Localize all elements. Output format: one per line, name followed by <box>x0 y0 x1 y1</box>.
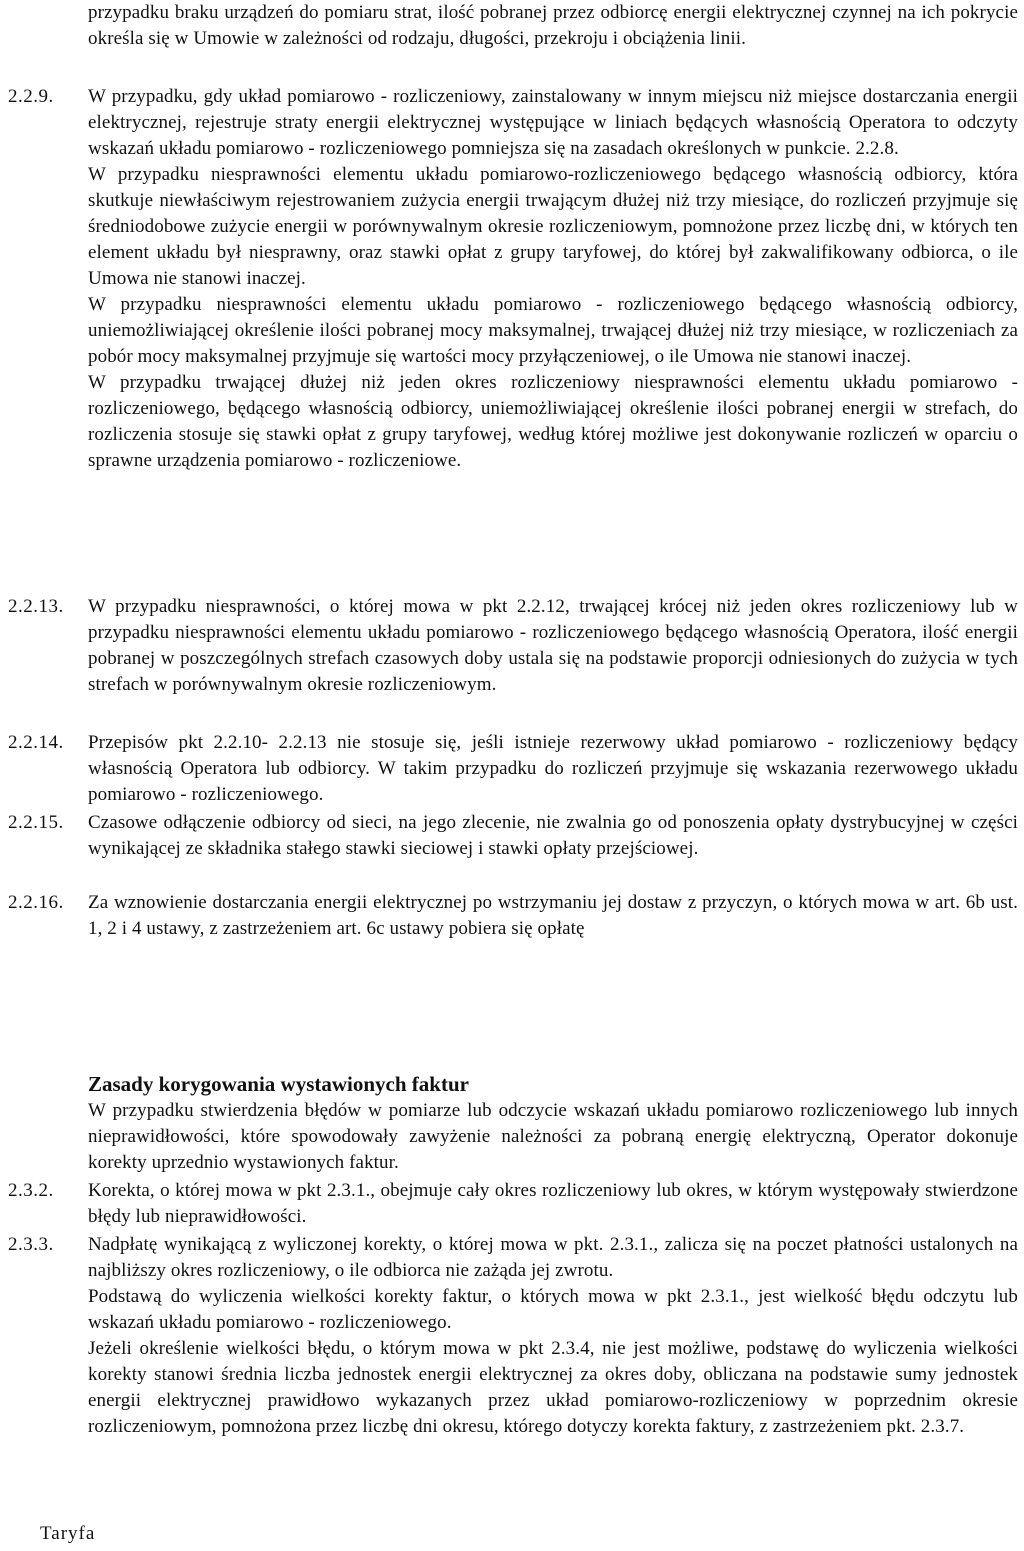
paragraph-text: W przypadku niesprawności elementu układu pomiarowo-rozliczeniowego będącego własnością odbiorcy, która skutkuje niewłaściwym rejestrowaniem zużycia energii trwającym dłużej niż trzy miesiące, do rozliczeń przyjmuje się średniodobowe zużycie energii w porównywalnym okresie rozliczeniowym, pomnożone przez liczbę dni, w których ten element układu był niesprawny, oraz stawki opłat z grupy taryfowej, do której był zakwalifikowany odbiorca, o ile Umowa nie stanowi inaczej. <box>88 164 1018 289</box>
paragraph-number: 2.2.9. <box>8 86 54 107</box>
paragraph-text: W przypadku stwierdzenia błędów w pomiarze lub odczycie wskazań układu pomiarowo rozliczeniowego lub innych nieprawidłowości, które spowodowały zawyżenie należności za pobraną energię elektryczną, Operator dokonuje korekty uprzednio wystawionych faktur. <box>88 1100 1018 1173</box>
footer-label: Taryfa <box>40 1523 96 1544</box>
paragraph-text: W przypadku niesprawności elementu układu pomiarowo - rozliczeniowego będącego własnością odbiorcy, uniemożliwiającej określenie ilości pobranej mocy maksymalnej, trwającej dłużej niż trzy miesiące, w rozliczeniach za pobór mocy maksymalnej przyjmuje się wartości mocy przyłączeniowej, o ile Umowa nie stanowi inaczej. <box>88 294 1018 367</box>
paragraph-number: 2.3.2. <box>8 1180 54 1201</box>
paragraph-loss-calculation <box>8 0 1018 52</box>
paragraph-text: Nadpłatę wynikającą z wyliczonej korekty, o której mowa w pkt. 2.3.1., zalicza się na poczet płatności ustalonych na najbliższy okres rozliczeniowy, o ile odbiorca nie zażąda jej zwrotu. <box>88 1234 1018 1281</box>
paragraph-2-2-15 <box>8 810 1018 862</box>
paragraph-text: Czasowe odłączenie odbiorcy od sieci, na jego zlecenie, nie zwalnia go od ponoszenia opłaty dystrybucyjnej w części wynikającej ze składnika stałego stawki sieciowej i stawki opłaty przejściowej. <box>88 812 1018 859</box>
paragraph-2-2-14 <box>8 730 1018 808</box>
paragraph-2-2-13 <box>8 594 1018 698</box>
paragraph-number: 2.3.3. <box>8 1234 54 1255</box>
paragraph-2-3-2 <box>8 1178 1018 1230</box>
paragraph-text: W przypadku, gdy układ pomiarowo - rozliczeniowy, zainstalowany w innym miejscu niż miejsce dostarczania energii elektrycznej, rejestruje straty energii elektrycznej występujące w liniach będących własnością Operatora to odczyty wskazań układu pomiarowo - rozliczeniowego pomniejsza się na zasadach określonych w punkcie. 2.2.8. <box>88 86 1018 159</box>
paragraph-text: Korekta, o której mowa w pkt 2.3.1., obejmuje cały okres rozliczeniowy lub okres, w którym występowały stwierdzone błędy lub nieprawidłowości. <box>88 1180 1018 1227</box>
paragraph-text: Jeżeli określenie wielkości błędu, o którym mowa w pkt 2.3.4, nie jest możliwe, podstawę do wyliczenia wielkości korekty stanowi średnia liczba jednostek energii elektrycznej za okres doby, obliczana na podstawie sumy jednostek energii elektrycznej prawidłowo wykazanych przez układ pomiarowo-rozliczeniowy w poprzednim okresie rozliczeniowym, pomnożona przez liczbę dni okresu, którego dotyczy korekta faktury, z zastrzeżeniem pkt. 2.3.7. <box>88 1338 1018 1437</box>
paragraph-text: przypadku braku urządzeń do pomiaru strat, ilość pobranej przez odbiorcę energii elektrycznej czynnej na ich pokrycie określa się w Umowie w zależności od rodzaju, długości, przekroju i obciążenia linii. <box>88 2 1018 49</box>
section-heading: Zasady korygowania wystawionych faktur <box>88 1072 469 1096</box>
paragraph-text: Za wznowienie dostarczania energii elektrycznej po wstrzymaniu jej dostaw z przyczyn, o których mowa w art. 6b ust. 1, 2 i 4 ustawy, z zastrzeżeniem art. 6c ustawy pobiera się opłatę <box>88 892 1018 939</box>
paragraph-2-2-9 <box>8 84 1018 474</box>
paragraph-2-2-16 <box>8 890 1018 942</box>
paragraph-text: W przypadku niesprawności, o której mowa w pkt 2.2.12, trwającej krócej niż jeden okres rozliczeniowy lub w przypadku niesprawności elementu układu pomiarowo - rozliczeniowego będącego własnością Operatora, ilość energii pobranej w poszczególnych strefach czasowych doby ustala się na podstawie proporcji odniesionych do zużycia w tych strefach w porównywalnym okresie rozliczeniowym. <box>88 596 1018 695</box>
paragraph-2-3-intro <box>8 1098 1018 1176</box>
paragraph-number: 2.2.13. <box>8 596 64 617</box>
paragraph-number: 2.2.16. <box>8 892 64 913</box>
paragraph-text: Przepisów pkt 2.2.10- 2.2.13 nie stosuje się, jeśli istnieje rezerwowy układ pomiarowo - rozliczeniowy będący własnością Operatora lub odbiorcy. W takim przypadku do rozliczeń przyjmuje się wskazania rezerwowego układu pomiarowo - rozliczeniowego. <box>88 732 1018 805</box>
paragraph-2-3-3 <box>8 1232 1018 1440</box>
paragraph-text: Podstawą do wyliczenia wielkości korekty faktur, o których mowa w pkt 2.3.1., jest wielkość błędu odczytu lub wskazań układu pomiarowo - rozliczeniowego. <box>88 1286 1018 1333</box>
paragraph-number: 2.2.15. <box>8 812 64 833</box>
paragraph-text: W przypadku trwającej dłużej niż jeden okres rozliczeniowy niesprawności elementu układu pomiarowo - rozliczeniowego, będącego własnością odbiorcy, uniemożliwiającej określenie ilości pobranej energii w strefach, do rozliczenia stosuje się stawki opłat z grupy taryfowej, według której możliwe jest dokonywanie rozliczeń w oparciu o sprawne urządzenia pomiarowo - rozliczeniowe. <box>88 372 1018 471</box>
paragraph-number: 2.2.14. <box>8 732 64 753</box>
